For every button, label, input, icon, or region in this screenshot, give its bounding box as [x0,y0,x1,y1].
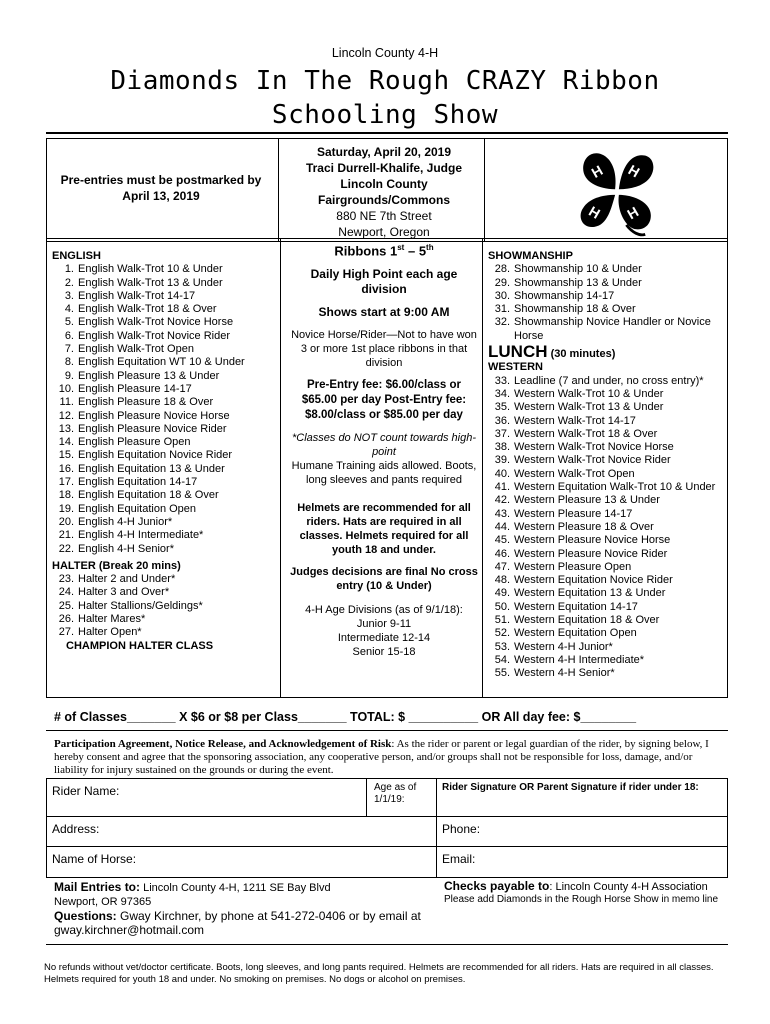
lunch-note: (30 minutes) [550,348,616,361]
western-class-item [488,534,724,547]
class-number: 29. [494,276,510,289]
svg-text:H: H [624,203,642,223]
class-name: English Pleasure 18 & Over [78,396,214,409]
preentry-deadline: Pre-entries must be postmarked by April 13, 2019 [60,173,262,203]
class-name: Leadline (7 and under, no cross entry)* [514,374,704,387]
english-class-item [52,370,278,383]
class-number: 19. [58,502,74,515]
start-time: Shows start at 9:00 AM [318,305,450,320]
class-number: 17. [58,476,74,489]
english-section [52,250,278,653]
class-name: Western Equitation Novice Rider [514,574,673,587]
class-number: 25. [58,599,74,612]
english-class-item [52,290,278,303]
divider [46,132,728,134]
class-name: English Walk-Trot 14-17 [78,289,196,302]
english-class-item [52,343,278,356]
english-class-item [52,383,278,396]
western-class-item [488,641,724,654]
class-name: Western Walk-Trot Novice Rider [514,454,671,467]
class-name: Halter 2 and Under* [78,573,176,586]
halter-class-item [52,586,278,599]
western-class-item [488,454,724,467]
class-number: 4. [64,303,74,316]
divider [46,846,728,847]
class-number: 34. [494,387,510,400]
divider [280,238,281,698]
class-number: 53. [494,640,510,653]
class-number: 39. [494,454,510,467]
class-name: Western Pleasure Open [514,560,632,573]
divider [278,138,279,242]
event-city: Newport, Oregon [338,225,430,239]
class-number: 35. [494,401,510,414]
class-number: 37. [494,427,510,440]
class-name: Showmanship Novice Handler or Novice Horse [514,316,711,342]
fee-line: # of Classes_______ X $6 or $8 per Class_______ TOTAL: $ __________ OR All day fee: $________ [54,710,637,724]
class-name: English Pleasure Open [78,436,191,449]
class-name: Western 4-H Junior* [514,640,613,653]
class-name: Western Pleasure 13 & Under [514,494,660,507]
class-number: 6. [64,329,74,342]
high-point: Daily High Point each age division [310,267,458,297]
class-number: 33. [494,374,510,387]
class-number: 55. [494,667,510,680]
english-class-item [52,516,278,529]
western-class-item [488,415,724,428]
english-class-item [52,423,278,436]
class-name: Western Walk-Trot 14-17 [514,414,636,427]
class-name: Western Walk-Trot 13 & Under [514,401,664,414]
class-name: Western Equitation Open [514,627,637,640]
signature-field[interactable]: Rider Signature OR Parent Signature if rider under 18: [442,782,699,793]
english-class-item [52,463,278,476]
ribbons: Ribbons 1st – 5th [334,243,434,259]
class-number: 8. [64,356,74,369]
class-name: English Walk-Trot Novice Horse [78,316,234,329]
western-class-item [488,441,724,454]
western-heading: WESTERN [488,361,543,374]
class-name: Western Equitation 13 & Under [514,587,666,600]
class-number: 47. [494,560,510,573]
western-list [488,375,724,681]
questions-text: Gway Kirchner, by phone at 541-272-0406 or by email at gway.kirchner@hotmail.com [54,909,421,937]
class-number: 9. [64,369,74,382]
english-class-item [52,449,278,462]
english-heading: ENGLISH [52,250,101,262]
halter-class-item [52,613,278,626]
champion-halter: CHAMPION HALTER CLASS [66,639,214,652]
class-number: 38. [494,441,510,454]
checks-payable [444,880,724,906]
class-name: English Pleasure Novice Horse [78,409,230,422]
class-number: 14. [58,436,74,449]
class-name: Halter Mares* [78,613,146,626]
address-field[interactable]: Address: [52,822,100,836]
class-number: 50. [494,600,510,613]
event-street: 880 NE 7th Street [336,209,432,223]
class-number: 49. [494,587,510,600]
class-name: English Walk-Trot Open [78,343,194,356]
class-number: 27. [58,626,74,639]
class-number: 41. [494,481,510,494]
class-name: Showmanship 18 & Over [514,303,636,316]
english-class-item [52,476,278,489]
class-name: English Equitation 14-17 [78,476,198,489]
class-number: 16. [58,462,74,475]
class-number: 20. [58,515,74,528]
class-number: 44. [494,520,510,533]
class-name: Western Equitation 14-17 [514,600,638,613]
western-class-item [488,388,724,401]
class-name: English Equitation 13 & Under [78,462,225,475]
class-name: Western Walk-Trot Novice Horse [514,441,674,454]
title-line-2: Schooling Show [271,100,499,130]
english-class-item [52,410,278,423]
rider-name-field[interactable]: Rider Name: [52,784,120,798]
questions-label: Questions: [54,909,117,923]
class-name: English Equitation Open [78,502,197,515]
divider [46,730,728,731]
english-class-item [52,316,278,329]
class-number: 54. [494,653,510,666]
class-name: Showmanship 10 & Under [514,263,642,276]
halter-class-item [52,626,278,639]
class-name: English Equitation WT 10 & Under [78,356,245,369]
western-class-item [488,481,724,494]
class-number: 2. [64,276,74,289]
western-class-item [488,587,724,600]
divisions-title: 4-H Age Divisions (as of 9/1/18): [305,604,463,617]
class-name: Western Pleasure Novice Rider [514,547,668,560]
halter-class-item [52,600,278,613]
class-number: 5. [64,316,74,329]
class-name: Western 4-H Senior* [514,667,615,680]
class-name: English Pleasure 13 & Under [78,369,220,382]
showmanship-list [488,263,724,343]
svg-text:H: H [588,162,606,181]
class-number: 51. [494,614,510,627]
class-number: 24. [58,586,74,599]
class-name: Western Equitation 18 & Over [514,614,660,627]
class-name: English Pleasure 14-17 [78,382,192,395]
western-class-item [488,561,724,574]
class-number: 32. [494,316,510,329]
class-name: English 4-H Intermediate* [78,529,204,542]
class-name: Western 4-H Intermediate* [514,653,645,666]
class-name: English 4-H Junior* [78,515,173,528]
class-name: Western Pleasure 14-17 [514,507,633,520]
divider [46,944,728,945]
class-number: 31. [494,303,510,316]
helmets-note: Helmets are recommended for all riders. Hats are required in all classes. Helmets required for all youth 18 and under. [297,502,471,557]
class-name: Western Walk-Trot 18 & Over [514,427,658,440]
english-class-item [52,503,278,516]
english-class-item [52,489,278,502]
class-number: 12. [58,409,74,422]
western-class-item [488,614,724,627]
org-name: Lincoln County 4-H [331,46,439,60]
english-class-item [52,356,278,369]
class-number: 48. [494,574,510,587]
class-number: 15. [58,449,74,462]
class-name: Halter 3 and Over* [78,586,170,599]
western-class-item [488,601,724,614]
division-senior: Senior 15-18 [352,646,416,659]
division-intermediate: Intermediate 12-14 [337,632,431,645]
mail-city: Newport, OR 97365 [54,896,152,908]
class-name: Western Pleasure Novice Horse [514,534,671,547]
showmanship-heading: SHOWMANSHIP [488,250,573,262]
class-name: English Walk-Trot 10 & Under [78,263,223,276]
english-class-item [52,529,278,542]
class-name: Halter Stallions/Geldings* [78,599,203,612]
class-name: Western Equitation Walk-Trot 10 & Under [514,481,716,494]
class-name: Western Walk-Trot Open [514,467,635,480]
class-number: 21. [58,529,74,542]
class-number: 7. [64,343,74,356]
fees: Pre-Entry fee: $6.00/class or $65.00 per day Post-Entry fee: $8.00/class or $85.00 per day [301,379,467,422]
lunch-label: LUNCH [488,342,548,362]
western-class-item [488,548,724,561]
showmanship-class-item [488,303,724,316]
event-place-1: Lincoln County [340,177,428,191]
checks-payee: : Lincoln County 4-H Association [549,881,708,893]
class-name: Western Pleasure 18 & Over [514,520,654,533]
class-name: Showmanship 13 & Under [514,276,642,289]
halter-heading: HALTER (Break 20 mins) [52,559,181,572]
event-info [286,144,482,240]
class-number: 11. [59,396,74,409]
class-name: English Walk-Trot 13 & Under [78,276,223,289]
english-class-item [52,303,278,316]
class-number: 22. [58,542,74,555]
class-number: 45. [494,534,510,547]
class-name: English Walk-Trot 18 & Over [78,303,217,316]
class-name: English 4-H Senior* [78,542,174,555]
western-class-item [488,574,724,587]
divider [46,816,728,817]
showmanship-class-item [488,290,724,303]
class-name: English Equitation 18 & Over [78,489,219,502]
class-number: 1. [64,263,74,276]
mail-label: Mail Entries to: [54,880,141,894]
mail-address: Lincoln County 4-H, 1211 SE Bay Blvd [140,882,331,894]
class-number: 3. [64,289,74,302]
footer-note: No refunds without vet/doctor certificate. Boots, long sleeves, and long pants required. Helmets are recommended for all riders. Hats are required in all classes. Helmets required for youth 18 and under. No smoking on premises. No dogs or alcohol on premises. [44,962,714,985]
english-class-item [52,263,278,276]
english-list [52,263,278,556]
novice-note: Novice Horse/Rider—Not to have won 3 or more 1st place ribbons in that division [291,329,477,370]
checks-note: Please add Diamonds in the Rough Horse Show in memo line [444,894,719,905]
class-name: Showmanship 14-17 [514,289,615,302]
humane-note: Humane Training aids allowed. Boots, long sleeves and pants required [291,460,477,487]
class-number: 13. [58,422,74,435]
western-class-item [488,654,724,667]
division-junior: Junior 9-11 [356,618,412,631]
class-name: English Walk-Trot Novice Rider [78,329,231,342]
class-name: Halter Open* [78,626,142,639]
western-class-item [488,521,724,534]
judges-note: Judges decisions are final No cross entry (10 & Under) [290,566,478,593]
english-class-item [52,396,278,409]
divider [436,778,437,878]
western-class-item [488,494,724,507]
event-place-2: Fairgrounds/Commons [317,193,450,207]
mail-entries [54,880,434,937]
showmanship-class-item [488,316,724,343]
agreement [54,738,724,777]
class-name: English Pleasure Novice Rider [78,422,227,435]
western-class-item [488,508,724,521]
showmanship-class-item [488,277,724,290]
checks-label: Checks payable to [444,879,550,893]
agreement-title: Participation Agreement, Notice Release, and Acknowledgement of Risk [54,738,392,750]
western-class-item [488,401,724,414]
age-field[interactable]: Age as of 1/1/19: [374,782,417,805]
event-date: Saturday, April 20, 2019 [316,145,452,159]
western-class-item [488,375,724,388]
event-judge: Traci Durrell-Khalife, Judge [305,161,463,175]
class-number: 10. [58,382,74,395]
class-number: 46. [494,547,510,560]
divider [482,238,483,698]
email-field[interactable]: Email: [442,852,476,866]
info-column [288,240,480,659]
lunch [488,342,724,362]
showmanship-class-item [488,263,724,276]
svg-text:H: H [625,161,643,181]
showmanship-section [488,250,724,681]
class-number: 18. [58,489,74,502]
halter-list [52,573,278,639]
divider [366,778,367,816]
classes-note: *Classes do NOT count towards high-point [291,432,477,459]
class-number: 43. [494,507,510,520]
class-number: 40. [494,467,510,480]
class-number: 30. [494,289,510,302]
western-class-item [488,627,724,640]
class-number: 36. [494,414,510,427]
page-title [0,64,770,132]
halter-class-item [52,573,278,586]
class-number: 42. [494,494,510,507]
divider [484,138,485,242]
english-class-item [52,277,278,290]
phone-field[interactable]: Phone: [442,822,481,836]
western-class-item [488,428,724,441]
western-class-item [488,667,724,680]
horse-name-field[interactable]: Name of Horse: [52,852,137,866]
class-name: English Equitation Novice Rider [78,449,233,462]
class-number: 28. [494,263,510,276]
class-number: 52. [494,627,510,640]
english-class-item [52,436,278,449]
class-number: 26. [58,613,74,626]
english-class-item [52,543,278,556]
english-class-item [52,330,278,343]
class-number: 23. [58,573,74,586]
svg-text:H: H [586,202,603,222]
clover-logo-icon [570,146,664,240]
class-name: Western Walk-Trot 10 & Under [514,387,664,400]
western-class-item [488,468,724,481]
title-line-1: Diamonds In The Rough CRAZY Ribbon [110,66,660,96]
agreement-text: : As the rider or parent or legal guardian of the rider, by signing below, I hereby consent and agree that the sponsoring association, any cooperative person, and/or groups shall not be responsible for loss, damage, and/or liability for injury sustained on the grounds or during the event. [54,738,709,776]
